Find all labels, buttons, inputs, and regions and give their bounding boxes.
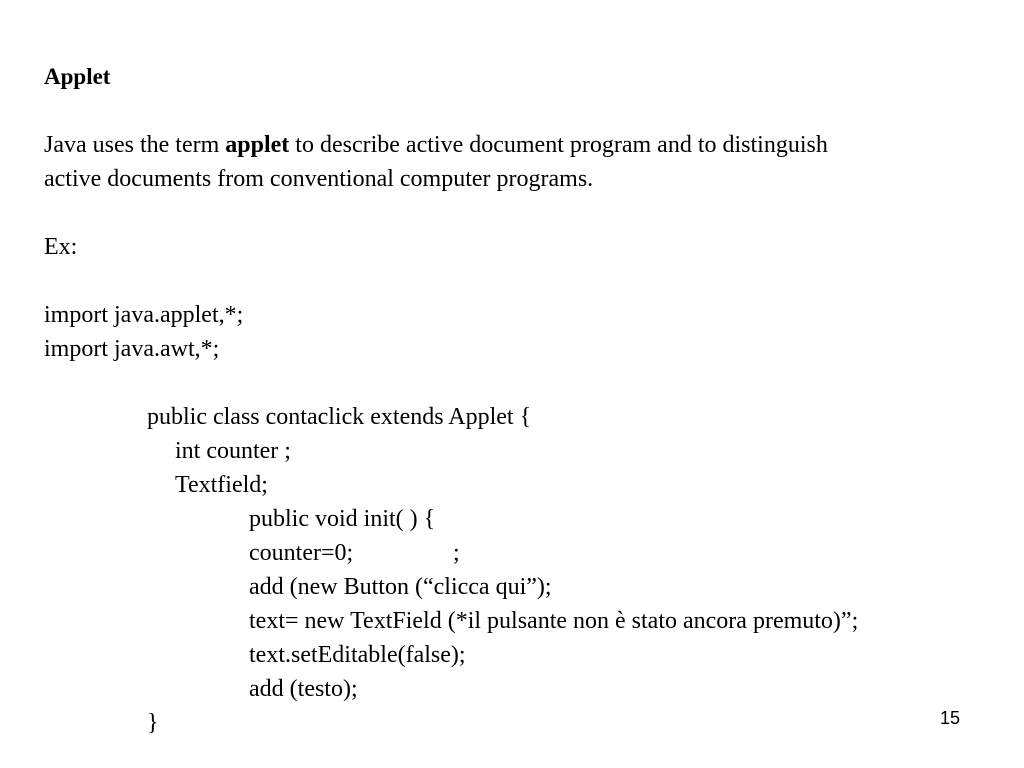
code-counter-assignment: counter=0; <box>249 540 354 566</box>
code-set-editable: text.setEditable(false); <box>249 642 466 668</box>
import-applet: import java.applet,*; <box>44 302 244 328</box>
import-awt: import java.awt,*; <box>44 336 220 362</box>
code-add-button: add (new Button (“clicca qui”); <box>249 574 552 600</box>
code-counter-semicolon: ; <box>453 540 460 566</box>
intro-term-applet: applet <box>225 132 290 158</box>
code-class-declaration: public class contaclick extends Applet { <box>147 404 532 430</box>
intro-paragraph-line-2: active documents from conventional computer programs. <box>44 166 594 192</box>
slide-title: Applet <box>44 64 111 89</box>
intro-paragraph-line-1 <box>44 128 828 162</box>
page-number: 15 <box>940 708 961 728</box>
code-init-declaration: public void init( ) { <box>249 506 436 532</box>
code-field-textfield: Textfield; <box>175 472 268 498</box>
code-field-counter: int counter ; <box>175 438 291 464</box>
example-label: Ex: <box>44 234 78 260</box>
intro-text-before: Java uses the term <box>44 132 226 158</box>
intro-text-after: to describe active document program and to distinguish <box>289 132 828 158</box>
code-add-testo: add (testo); <box>249 676 358 702</box>
code-text-field: text= new TextField (*il pulsante non è stato ancora premuto)”; <box>249 608 859 634</box>
code-closing-brace: } <box>147 710 159 736</box>
